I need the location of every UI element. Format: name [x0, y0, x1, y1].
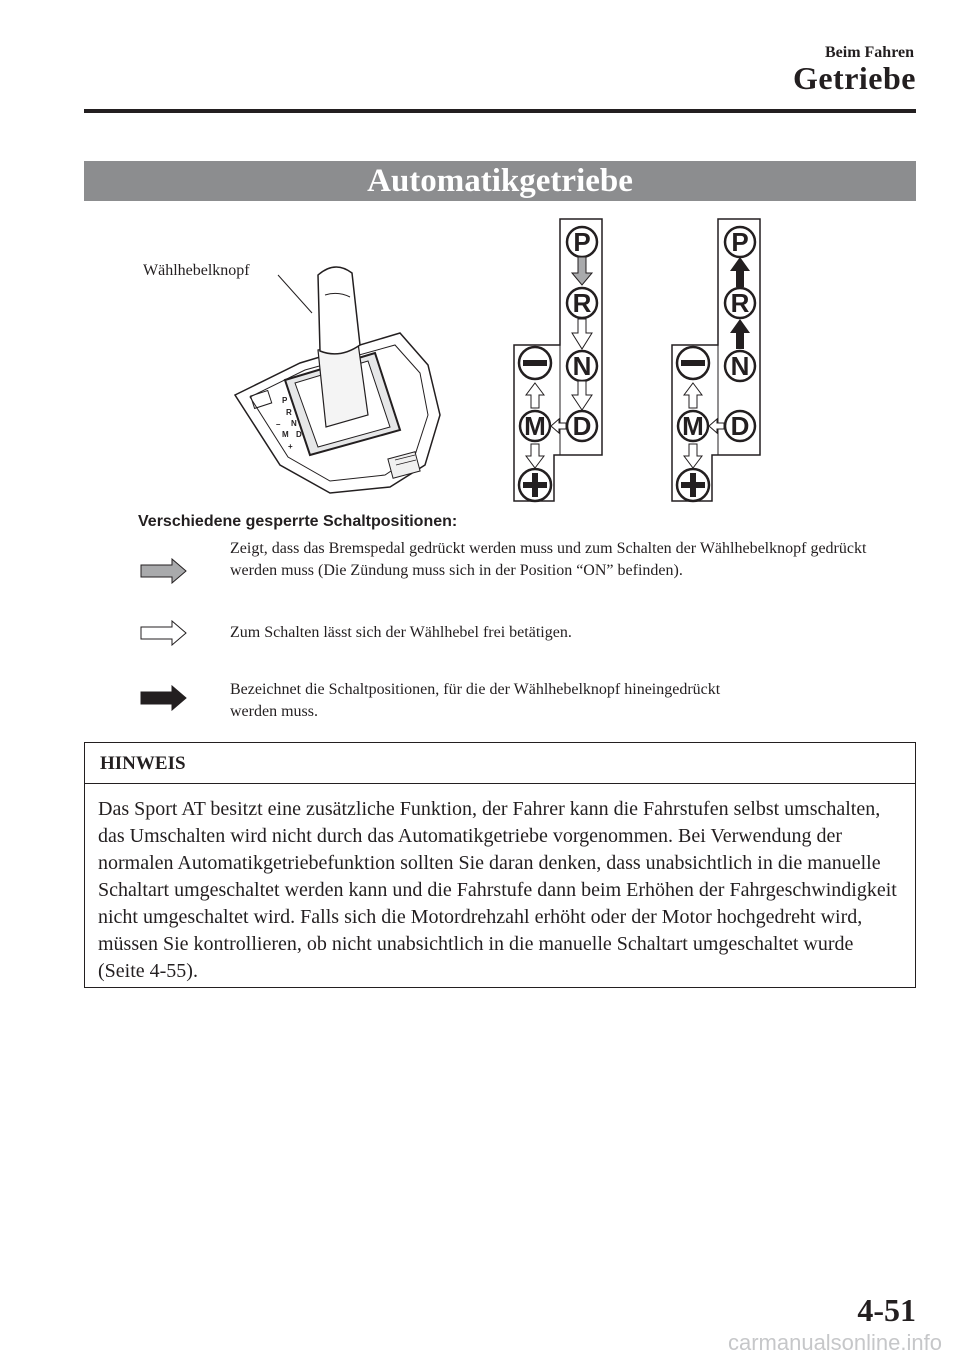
note-heading: HINWEIS — [85, 743, 915, 784]
lever-mark-minus: – — [276, 420, 281, 429]
shift-gate-diagram-1 — [510, 215, 610, 505]
lever-mark-p: P — [282, 396, 288, 405]
lever-mark-n: N — [291, 419, 297, 428]
black-arrow-icon — [140, 685, 188, 711]
gate1-plus-icon — [519, 469, 551, 501]
gray-arrow-icon — [140, 558, 188, 584]
lever-mark-d: D — [296, 430, 302, 439]
page-number: 4-51 — [857, 1292, 916, 1328]
note-body: Das Sport AT besitzt eine zusätzliche Funktion, der Fahrer kann die Fahrstufen selbst umschalten, das Umschalten wird nicht durch das Automatikgetriebe vorgenommen. Bei Verwendung der normalen Automatikgetriebefunktion sollten Sie daran denken, dass unabsichtlich in die manuelle Schaltart umgeschaltet werden kann und die Fahrstufe dann beim Erhöhen der Fahrgeschwindigkeit nicht umgeschaltet wird. Falls sich die Motordrehzahl erhöht oder der Motor hochgedreht wird, müssen Sie kontrollieren, ob nicht unabsichtlich in die manuelle Schaltart umgeschaltet wurde (Seite 4-55). — [98, 798, 897, 982]
gate1-minus-icon — [519, 347, 551, 379]
legend-item-text: Zum Schalten lässt sich der Wählhebel frei betätigen. — [230, 624, 572, 641]
shift-gate-diagram-2 — [668, 215, 768, 505]
page-title: Automatikgetriebe — [84, 161, 916, 201]
gate2-position-n: N — [730, 351, 750, 381]
gate1-position-m: M — [524, 411, 546, 441]
lever-mark-m: M — [282, 430, 289, 439]
chapter-title: Getriebe — [792, 60, 916, 96]
watermark: carmanualsonline.info — [727, 1330, 942, 1355]
gate2-position-m: M — [682, 411, 704, 441]
gate2-position-d: D — [730, 411, 750, 441]
gate2-minus-icon — [677, 347, 709, 379]
header-rule — [84, 109, 916, 113]
legend-title: Verschiedene gesperrte Schaltpositionen: — [138, 513, 458, 530]
lever-mark-plus: + — [288, 442, 293, 451]
note-box — [84, 742, 916, 988]
gate2-position-r: R — [730, 288, 750, 318]
gear-lever-illustration — [230, 255, 450, 500]
gate1-position-r: R — [572, 288, 592, 318]
gate1-position-n: N — [572, 351, 592, 381]
lever-mark-r: R — [286, 408, 292, 417]
outline-arrow-icon — [140, 620, 188, 646]
section-title: Beim Fahren — [824, 44, 914, 61]
legend-item-text: Bezeichnet die Schaltpositionen, für die der Wählhebelknopf hineingedrückt werden muss. — [230, 681, 721, 720]
gate1-position-d: D — [572, 411, 592, 441]
gate2-plus-icon — [677, 469, 709, 501]
gate1-position-p: P — [573, 227, 591, 257]
gate2-position-p: P — [731, 227, 749, 257]
knob-label: Wählhebelknopf — [143, 262, 250, 279]
legend-item-text: Zeigt, dass das Bremspedal gedrückt werden muss und zum Schalten der Wählhebelknopf gedrückt werden muss (Die Zündung muss sich in der Position “ON” befinden). — [230, 540, 867, 579]
